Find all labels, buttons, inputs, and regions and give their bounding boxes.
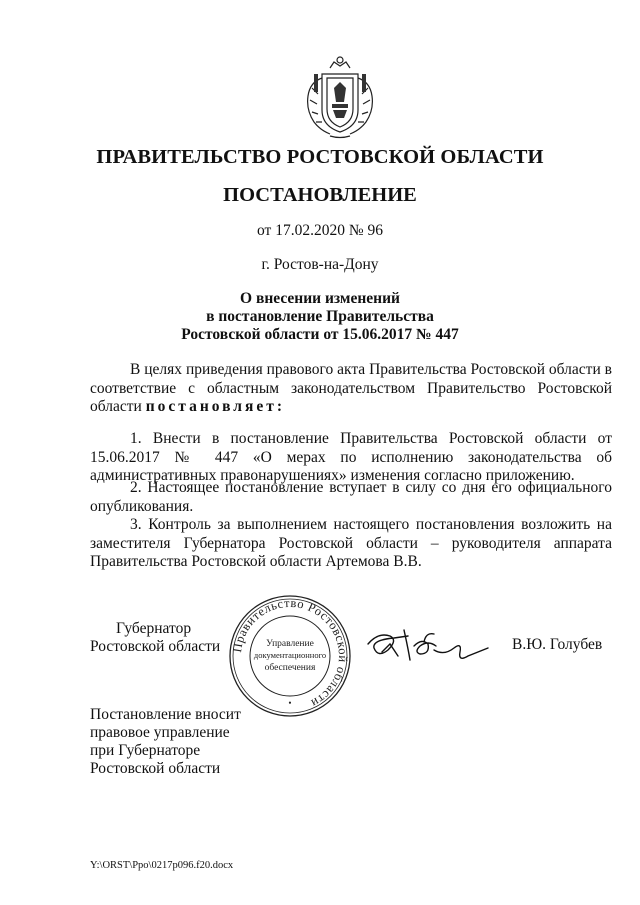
position-line: Ростовской области — [90, 638, 221, 655]
note-line: при Губернаторе — [90, 742, 201, 759]
subject-line: Ростовской области от 15.06.2017 № 447 — [181, 326, 459, 343]
subject-line: в постановление Правительства — [206, 308, 434, 325]
resolution-item-2: 2. Настоящее постановление вступает в силу со дня его официального опубликования. — [90, 479, 612, 515]
resolution-item-3: 3. Контроль за выполнением настоящего постановления возложить на заместителя Губернатора Ростовской области – руководителя аппарата Правительства Ростовской области Артемова В.В. — [90, 516, 612, 570]
note-line: Постановление вносит — [90, 706, 241, 723]
document-date-number: от 17.02.2020 № 96 — [257, 222, 383, 239]
preamble-paragraph — [90, 361, 612, 417]
stamp-inner-line: Управление — [266, 639, 314, 649]
submitted-by-note — [90, 706, 290, 778]
note-line: Ростовской области — [90, 760, 221, 777]
signatory-name: В.Ю. Голубев — [512, 636, 603, 653]
stamp-outer-text: Правительство Ростовской области — [230, 595, 351, 711]
signatory-position — [90, 620, 250, 656]
stamp-inner-line: документационного — [253, 650, 327, 660]
preamble-text: В целях приведения правового акта Правительства Ростовской области в соответствие с областным законодательством Правительство Ростовской области — [90, 361, 612, 415]
document-city: г. Ростов-на-Дону — [261, 256, 379, 273]
position-line: Губернатор — [116, 620, 192, 637]
government-title: ПРАВИТЕЛЬСТВО РОСТОВСКОЙ ОБЛАСТИ — [96, 146, 544, 168]
stamp-inner-line: обеспечения — [264, 663, 316, 673]
handwritten-signature-icon — [364, 622, 494, 672]
resolves-keyword: постановляет: — [145, 398, 286, 415]
file-path: Y:\ORST\Ppo\0217p096.f20.docx — [90, 860, 234, 871]
subject-line: О внесении изменений — [240, 290, 400, 307]
resolution-item-1: 1. Внести в постановление Правительства Ростовской области от 15.06.2017 № 447 «О мерах по исполнению законодательства об административных правонарушениях» изменения согласно приложению. — [90, 430, 612, 484]
svg-text:•: • — [288, 698, 292, 708]
document-type: ПОСТАНОВЛЕНИЕ — [223, 184, 417, 206]
coat-of-arms-icon — [300, 52, 380, 140]
note-line: правовое управление — [90, 724, 230, 741]
official-stamp — [228, 594, 352, 718]
